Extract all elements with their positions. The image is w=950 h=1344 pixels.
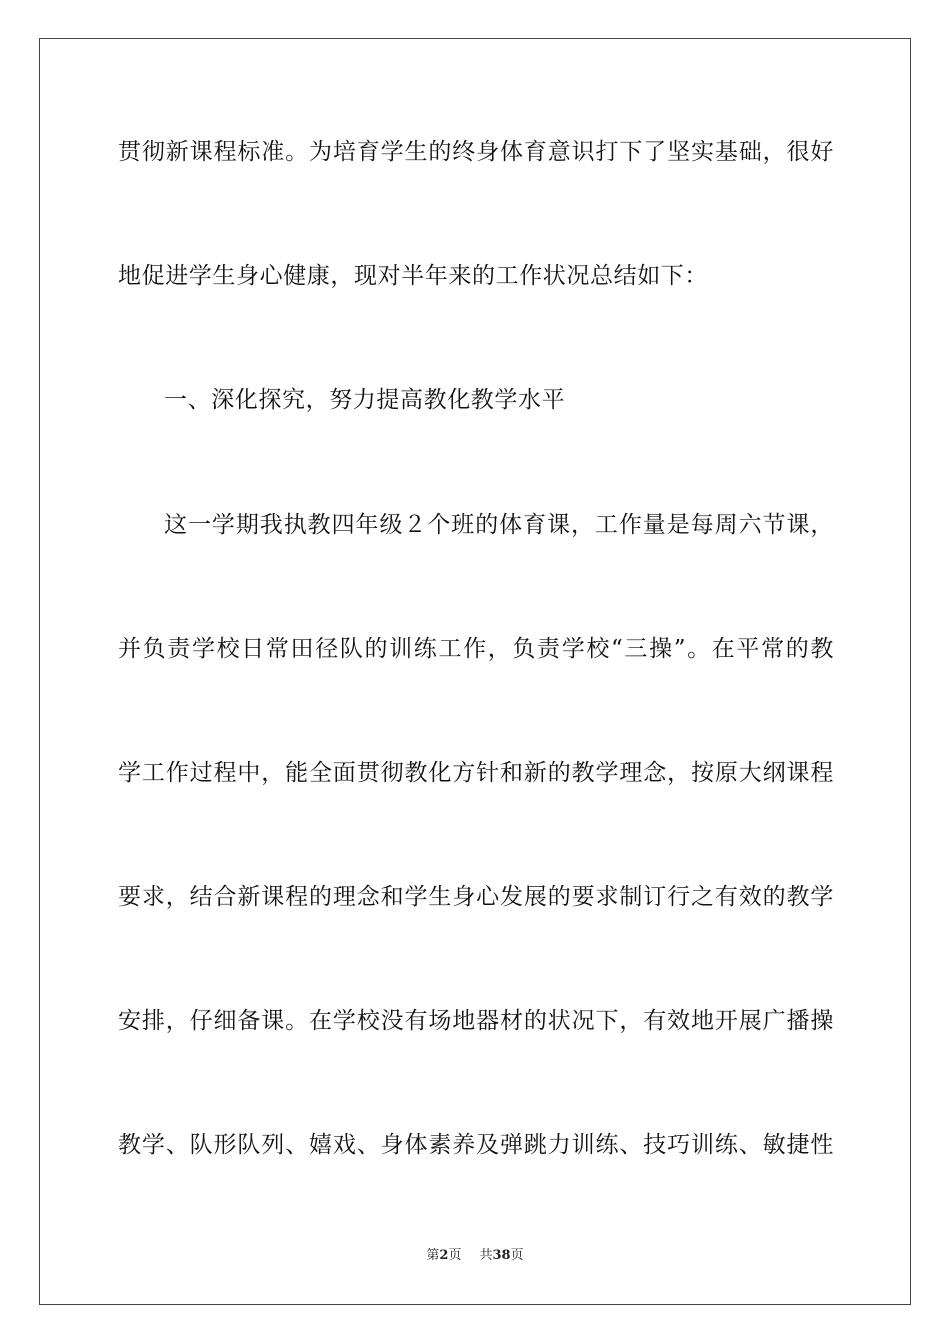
page-footer — [0, 1247, 950, 1265]
body-text-line-3: 这一学期我执教四年级２个班的体育课，工作量是每周六节课， — [164, 512, 834, 538]
footer-page-prefix: 第 — [426, 1248, 440, 1263]
body-text-line-5: 学工作过程中，能全面贯彻教化方针和新的教学理念，按原大纲课程 — [118, 760, 834, 786]
body-text-line-7: 安排，仔细备课。在学校没有场地器材的状况下，有效地开展广播操 — [118, 1008, 834, 1034]
body-text-line-2: 地促进学生身心健康，现对半年来的工作状况总结如下： — [118, 263, 708, 289]
body-text-line-4: 并负责学校日常田径队的训练工作，负责学校“三操”。在平常的教 — [118, 636, 834, 662]
body-text-line-1: 贯彻新课程标准。为培育学生的终身体育意识打下了坚实基础，很好 — [118, 139, 834, 165]
footer-total-prefix: 共 — [479, 1248, 493, 1263]
footer-page-suffix: 页 — [448, 1248, 462, 1263]
body-text-line-6: 要求，结合新课程的理念和学生身心发展的要求制订行之有效的教学 — [118, 884, 834, 910]
body-text-line-8: 教学、队形队列、嬉戏、身体素养及弹跳力训练、技巧训练、敏捷性 — [118, 1132, 834, 1158]
footer-total-suffix: 页 — [510, 1248, 524, 1263]
section-heading: 一、深化探究，努力提高教化教学水平 — [164, 387, 566, 413]
footer-page-total: 38 — [492, 1248, 511, 1263]
page-border — [39, 38, 911, 1305]
footer-page-current: 2 — [439, 1248, 449, 1263]
